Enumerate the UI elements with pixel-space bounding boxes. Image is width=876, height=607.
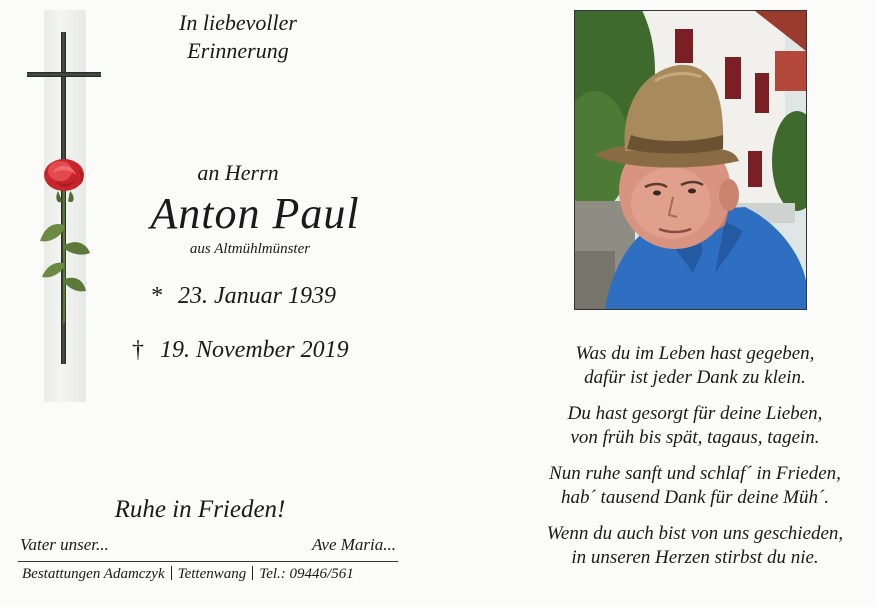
prayer-ave-maria: Ave Maria... (311, 535, 396, 554)
poem-stanza-2 (512, 402, 876, 450)
birth-line (150, 283, 336, 310)
undertaker-phone: Tel.: 09446/561 (259, 566, 354, 582)
undertaker-info (22, 566, 354, 583)
poem-line: hab´ tausend Dank für deine Müh´. (560, 487, 830, 508)
birth-star-icon: * (150, 283, 162, 309)
poem-line: in unseren Herzen stirbst du nie. (571, 547, 819, 568)
header-line-1: In liebevoller (179, 10, 297, 35)
cross-icon-horizontal-beam (27, 72, 101, 77)
poem-stanza-1 (512, 342, 876, 390)
death-date: 19. November 2019 (160, 337, 349, 363)
origin-text: aus Altmühlmünster (189, 241, 311, 257)
poem-line: Was du im Leben hast gegeben, (575, 343, 815, 364)
poem-line: von früh bis spät, tagaus, tagein. (570, 427, 820, 448)
farewell-text: Ruhe in Frieden! (114, 496, 286, 523)
portrait-photo (574, 10, 807, 310)
death-dagger-icon: † (132, 337, 144, 363)
undertaker-company: Bestattungen Adamczyk (22, 566, 165, 582)
poem-line: Du hast gesorgt für deine Lieben, (567, 403, 823, 424)
divider (252, 566, 253, 580)
poem-stanza-4 (512, 522, 876, 570)
death-line (132, 337, 349, 364)
salutation: an Herrn (197, 160, 279, 185)
undertaker-town: Tettenwang (177, 566, 247, 582)
deceased-name: Anton Paul (150, 189, 360, 238)
rose-icon (34, 155, 98, 325)
poem (512, 342, 876, 582)
poem-line: dafür ist jeder Dank zu klein. (584, 367, 806, 388)
poem-line: Wenn du auch bist von uns geschieden, (546, 523, 844, 544)
prayer-row (18, 533, 398, 562)
poem-line: Nun ruhe sanft und schlaf´ in Frieden, (549, 463, 841, 484)
divider (171, 566, 172, 580)
prayer-vater-unser: Vater unser... (20, 535, 109, 554)
poem-stanza-3 (512, 462, 876, 510)
header-line-2: Erinnerung (187, 38, 289, 63)
birth-date: 23. Januar 1939 (178, 283, 336, 309)
